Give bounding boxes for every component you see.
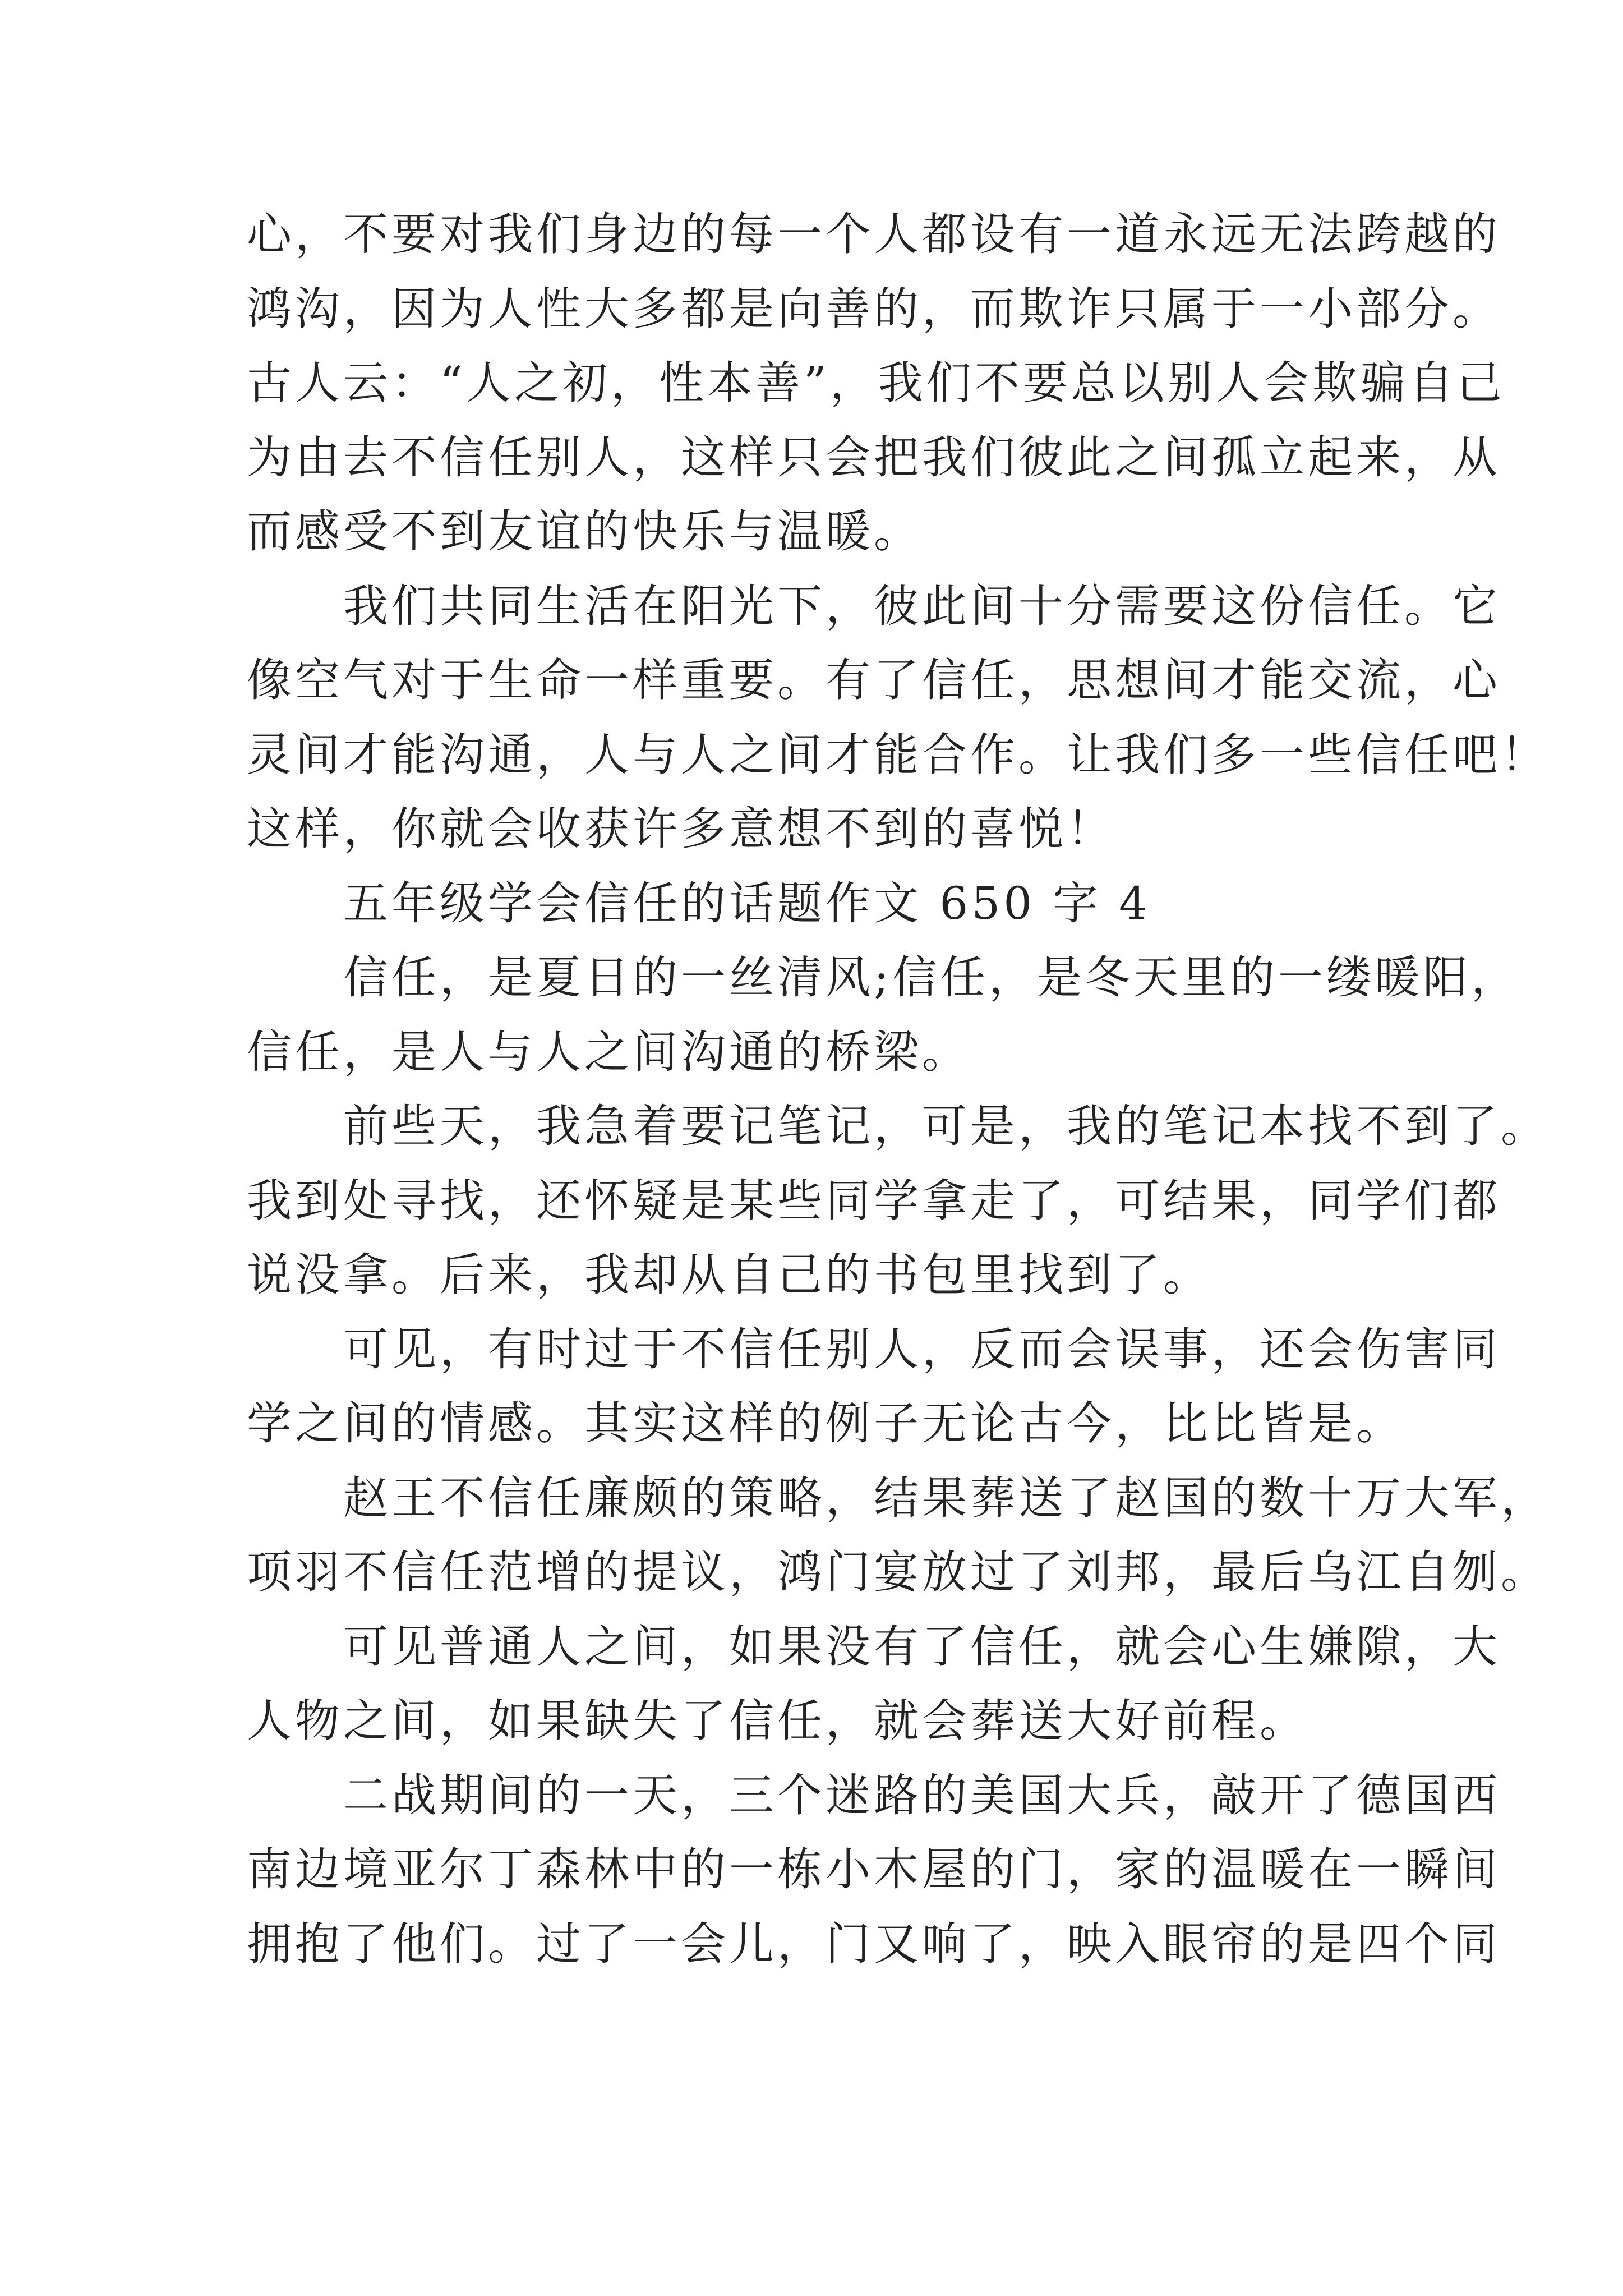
text-line: 拥抱了他们。过了一会儿，门又响了，映入眼帘的是四个同 — [247, 1917, 1501, 1970]
text-line: 学之间的情感。其实这样的例子无论古今，比比皆是。 — [247, 1397, 1404, 1450]
text-line: 灵间才能沟通，人与人之间才能合作。让我们多一些信任吧！ — [247, 728, 1549, 781]
text-line: 可见普通人之间，如果没有了信任，就会心生嫌隙，大 — [247, 1620, 1501, 1673]
text-line: 人物之间，如果缺失了信任，就会葬送大好前程。 — [247, 1695, 1308, 1747]
text-line: 为由去不信任别人，这样只会把我们彼此之间孤立起来，从 — [247, 431, 1501, 484]
text-line: 心，不要对我们身边的每一个人都设有一道永远无法跨越的 — [247, 208, 1501, 260]
text-line: 前些天，我急着要记笔记，可是，我的笔记本找不到了。 — [247, 1100, 1549, 1152]
text-line: 我到处寻找，还怀疑是某些同学拿走了，可结果，同学们都 — [247, 1174, 1501, 1227]
document-body — [247, 197, 1549, 1981]
text-line: 可见，有时过于不信任别人，反而会误事，还会伤害同 — [247, 1323, 1501, 1375]
text-line: 说没拿。后来，我却从自己的书包里找到了。 — [247, 1249, 1211, 1301]
text-line: 我们共同生活在阳光下，彼此间十分需要这份信任。它 — [247, 579, 1501, 632]
text-line: 信任，是人与人之间沟通的桥梁。 — [247, 1025, 970, 1078]
text-line: 像空气对于生命一样重要。有了信任，思想间才能交流，心 — [247, 654, 1501, 706]
text-line: 而感受不到友谊的快乐与温暖。 — [247, 505, 922, 558]
text-line: 赵王不信任廉颇的策略，结果葬送了赵国的数十万大军， — [247, 1471, 1549, 1524]
text-line: 南边境亚尔丁森林中的一栋小木屋的门，家的温暖在一瞬间 — [247, 1843, 1501, 1895]
text-line: 这样，你就会收获许多意想不到的喜悦！ — [247, 803, 1115, 855]
text-line: 古人云：“人之初，性本善”，我们不要总以别人会欺骗自己 — [247, 357, 1505, 409]
text-line: 信任，是夏日的一丝清风;信任，是冬天里的一缕暖阳， — [247, 951, 1519, 1004]
text-line: 二战期间的一天，三个迷路的美国大兵，敲开了德国西 — [247, 1769, 1501, 1821]
text-line: 项羽不信任范增的提议，鸿门宴放过了刘邦，最后乌江自刎。 — [247, 1546, 1549, 1598]
section-heading: 五年级学会信任的话题作文 650 字 4 — [247, 877, 1151, 930]
text-line: 鸿沟，因为人性大多都是向善的，而欺诈只属于一小部分。 — [247, 282, 1501, 335]
